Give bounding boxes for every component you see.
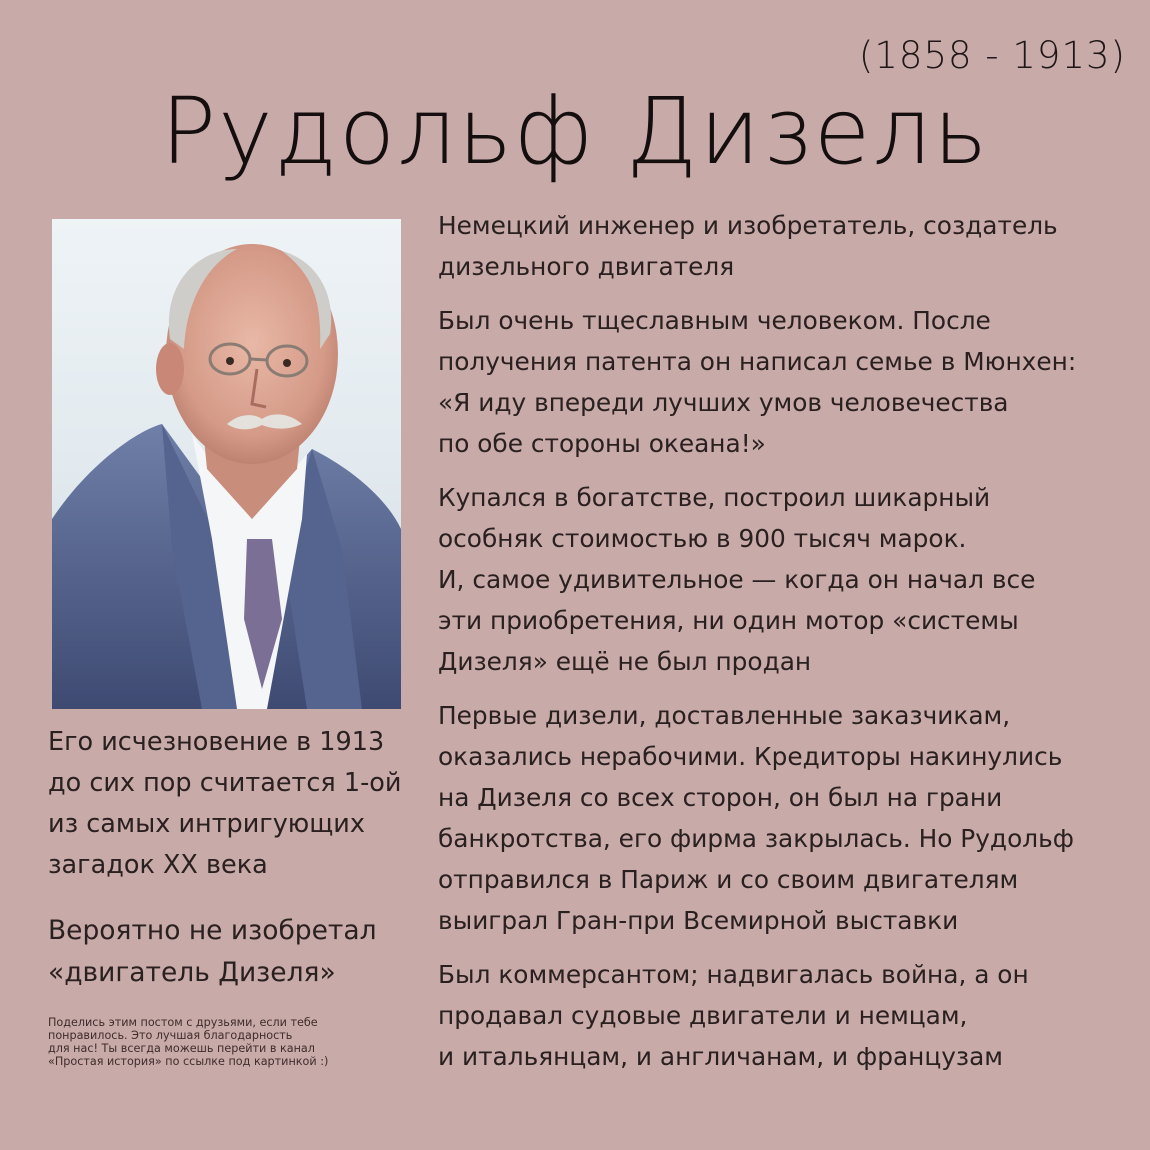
note-line: Поделись этим постом с друзьями, если тебе xyxy=(48,1016,318,1029)
caption-line: Его исчезновение в 1913 xyxy=(48,727,385,757)
caption-line: «двигатель Дизеля» xyxy=(48,957,336,988)
fact-line: дизельного двигателя xyxy=(438,252,735,281)
caption-line: из самых интригующих xyxy=(48,809,365,839)
fact-line: Немецкий инженер и изобретатель, создатель xyxy=(438,211,1058,240)
disappearance-caption xyxy=(48,722,423,886)
page-title: Рудольф Дизель xyxy=(160,78,990,185)
years-label: (1858 - 1913) xyxy=(858,34,1126,77)
fact-line: Был очень тщеславным человеком. После xyxy=(438,306,991,335)
fact-paragraph-4 xyxy=(438,695,1128,941)
fact-line: получения патента он написал семье в Мюнхен: xyxy=(438,347,1077,376)
fact-line: Дизеля» ещё не был продан xyxy=(438,647,812,676)
share-note xyxy=(48,1016,388,1068)
fact-line: на Дизеля со всех сторон, он был на грани xyxy=(438,783,1003,812)
fact-line: особняк стоимостью в 900 тысяч марок. xyxy=(438,524,967,553)
facts-column xyxy=(438,205,1128,1090)
fact-paragraph-2 xyxy=(438,300,1128,464)
portrait-photo xyxy=(52,219,401,709)
fact-line: оказались нерабочими. Кредиторы накинулись xyxy=(438,742,1063,771)
fact-paragraph-1 xyxy=(438,205,1128,287)
caption-line: Вероятно не изобретал xyxy=(48,915,377,946)
note-line: «Простая история» по ссылке под картинкой :) xyxy=(48,1055,329,1068)
fact-line: И, самое удивительное — когда он начал все xyxy=(438,565,1036,594)
fact-paragraph-3 xyxy=(438,477,1128,682)
fact-line: Первые дизели, доставленные заказчикам, xyxy=(438,701,1011,730)
fact-line: по обе стороны океана!» xyxy=(438,429,766,458)
fact-paragraph-5 xyxy=(438,954,1128,1077)
portrait-illustration xyxy=(52,219,401,709)
fact-line: банкротства, его фирма закрылась. Но Рудольф xyxy=(438,824,1074,853)
fact-line: Был коммерсантом; надвигалась война, а он xyxy=(438,960,1029,989)
invention-caption xyxy=(48,910,423,994)
note-line: для нас! Ты всегда можешь перейти в канал xyxy=(48,1042,315,1055)
fact-line: эти приобретения, ни один мотор «системы xyxy=(438,606,1019,635)
fact-line: отправился в Париж и со своим двигателям xyxy=(438,865,1019,894)
fact-line: и итальянцам, и англичанам, и французам xyxy=(438,1042,1004,1071)
caption-line: до сих пор считается 1-ой xyxy=(48,768,402,798)
fact-line: выиграл Гран-при Всемирной выставки xyxy=(438,906,959,935)
note-line: понравилось. Это лучшая благодарность xyxy=(48,1029,293,1042)
fact-line: Купался в богатстве, построил шикарный xyxy=(438,483,991,512)
fact-line: «Я иду впереди лучших умов человечества xyxy=(438,388,1009,417)
fact-line: продавал судовые двигатели и немцам, xyxy=(438,1001,968,1030)
caption-line: загадок XX века xyxy=(48,850,268,880)
